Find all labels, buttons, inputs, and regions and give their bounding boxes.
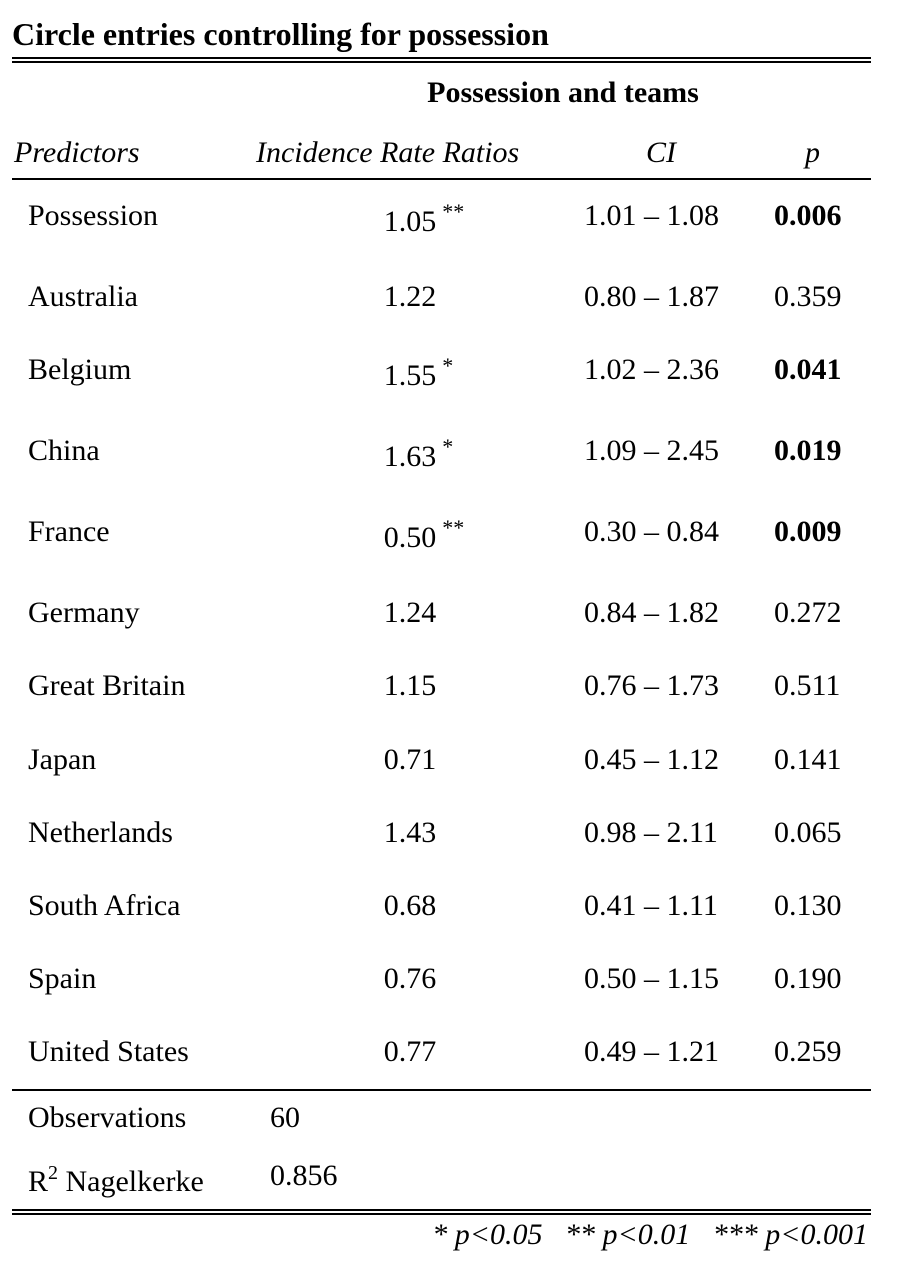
irr-cell xyxy=(310,813,510,853)
ci-cell: 1.09 – 2.45 xyxy=(584,434,719,467)
irr-value: 1.05 xyxy=(383,205,437,238)
footer-rule-bottom xyxy=(12,1213,871,1215)
significance-stars: * xyxy=(442,353,454,378)
col-header-p: p xyxy=(805,136,820,169)
table-row xyxy=(0,512,904,552)
significance-stars: ** xyxy=(442,199,465,224)
table-row xyxy=(0,813,904,853)
irr-value: 0.77 xyxy=(383,1035,437,1068)
irr-value: 0.71 xyxy=(383,743,437,776)
table-row xyxy=(0,431,904,471)
table-row xyxy=(0,959,904,999)
predictor-cell: Belgium xyxy=(28,353,132,386)
p-value-cell: 0.065 xyxy=(774,816,842,849)
table-row xyxy=(0,1032,904,1072)
p-value-cell: 0.019 xyxy=(774,434,842,467)
ci-cell: 0.50 – 1.15 xyxy=(584,962,719,995)
ci-cell: 0.80 – 1.87 xyxy=(584,280,719,313)
col-header-ci: CI xyxy=(646,136,676,169)
irr-value: 0.68 xyxy=(383,889,437,922)
table-row xyxy=(0,886,904,926)
predictor-cell: Australia xyxy=(28,280,138,313)
r2-value: 0.856 xyxy=(270,1159,338,1192)
irr-cell xyxy=(310,666,510,706)
col-header-predictors: Predictors xyxy=(14,136,140,169)
predictor-cell: Japan xyxy=(28,743,97,776)
table-title: Circle entries controlling for possession xyxy=(12,16,549,52)
ci-cell: 0.41 – 1.11 xyxy=(584,889,718,922)
predictor-cell: South Africa xyxy=(28,889,181,922)
table-row xyxy=(0,196,904,236)
p-value-cell: 0.130 xyxy=(774,889,842,922)
table-row xyxy=(0,666,904,706)
ci-cell: 0.76 – 1.73 xyxy=(584,669,719,702)
ci-cell: 0.84 – 1.82 xyxy=(584,596,719,629)
table-row xyxy=(0,277,904,317)
irr-value: 1.55 xyxy=(383,359,437,392)
ci-cell: 1.01 – 1.08 xyxy=(584,199,719,232)
title-rule-bottom xyxy=(12,61,871,63)
p-value-cell: 0.190 xyxy=(774,962,842,995)
irr-cell xyxy=(310,350,510,390)
irr-value: 1.22 xyxy=(383,280,437,313)
irr-cell xyxy=(310,740,510,780)
irr-value: 1.43 xyxy=(383,816,437,849)
irr-cell xyxy=(310,886,510,926)
r2-label-sup: 2 xyxy=(48,1162,59,1184)
irr-value: 1.63 xyxy=(383,440,437,473)
p-value-cell: 0.272 xyxy=(774,596,842,629)
irr-cell xyxy=(310,1032,510,1072)
table-row xyxy=(0,740,904,780)
p-value-cell: 0.006 xyxy=(774,199,842,232)
ci-cell: 0.45 – 1.12 xyxy=(584,743,719,776)
observations-value: 60 xyxy=(270,1101,300,1134)
irr-value: 1.15 xyxy=(383,669,437,702)
ci-cell: 0.98 – 2.11 xyxy=(584,816,718,849)
ci-cell: 1.02 – 2.36 xyxy=(584,353,719,386)
p-value-cell: 0.259 xyxy=(774,1035,842,1068)
r2-row xyxy=(0,1159,904,1202)
table-row xyxy=(0,593,904,633)
p-value-cell: 0.041 xyxy=(774,353,842,386)
title-rule-top xyxy=(12,57,871,59)
observations-label: Observations xyxy=(28,1101,187,1134)
irr-value: 1.24 xyxy=(383,596,437,629)
irr-cell xyxy=(310,431,510,471)
irr-value: 0.76 xyxy=(383,962,437,995)
significance-stars: ** xyxy=(442,515,465,540)
group-header: Possession and teams xyxy=(427,76,699,109)
predictor-cell: Possession xyxy=(28,199,159,232)
header-rule xyxy=(12,178,871,180)
irr-cell xyxy=(310,196,510,236)
table-row xyxy=(0,350,904,390)
p-value-cell: 0.511 xyxy=(774,669,841,702)
body-rule xyxy=(12,1089,871,1091)
significance-stars: * xyxy=(442,434,454,459)
footer-rule-top xyxy=(12,1209,871,1211)
p-value-cell: 0.359 xyxy=(774,280,842,313)
predictor-cell: China xyxy=(28,434,100,467)
predictor-cell: Spain xyxy=(28,962,97,995)
predictor-cell: United States xyxy=(28,1035,189,1068)
irr-cell xyxy=(310,593,510,633)
predictor-cell: Great Britain xyxy=(28,669,186,702)
r2-label-main: R xyxy=(28,1165,49,1198)
predictor-cell: France xyxy=(28,515,110,548)
irr-cell xyxy=(310,277,510,317)
irr-cell xyxy=(310,512,510,552)
p-value-cell: 0.141 xyxy=(774,743,842,776)
significance-footnote: * p<0.05 ** p<0.01 *** p<0.001 xyxy=(432,1218,868,1251)
irr-cell xyxy=(310,959,510,999)
irr-value: 0.50 xyxy=(383,521,437,554)
ci-cell: 0.30 – 0.84 xyxy=(584,515,719,548)
p-value-cell: 0.009 xyxy=(774,515,842,548)
observations-row xyxy=(0,1098,904,1138)
ci-cell: 0.49 – 1.21 xyxy=(584,1035,719,1068)
col-header-irr: Incidence Rate Ratios xyxy=(256,136,520,169)
predictor-cell: Germany xyxy=(28,596,140,629)
r2-label-rest: Nagelkerke xyxy=(58,1165,204,1198)
predictor-cell: Netherlands xyxy=(28,816,173,849)
r2-label xyxy=(28,1162,204,1205)
